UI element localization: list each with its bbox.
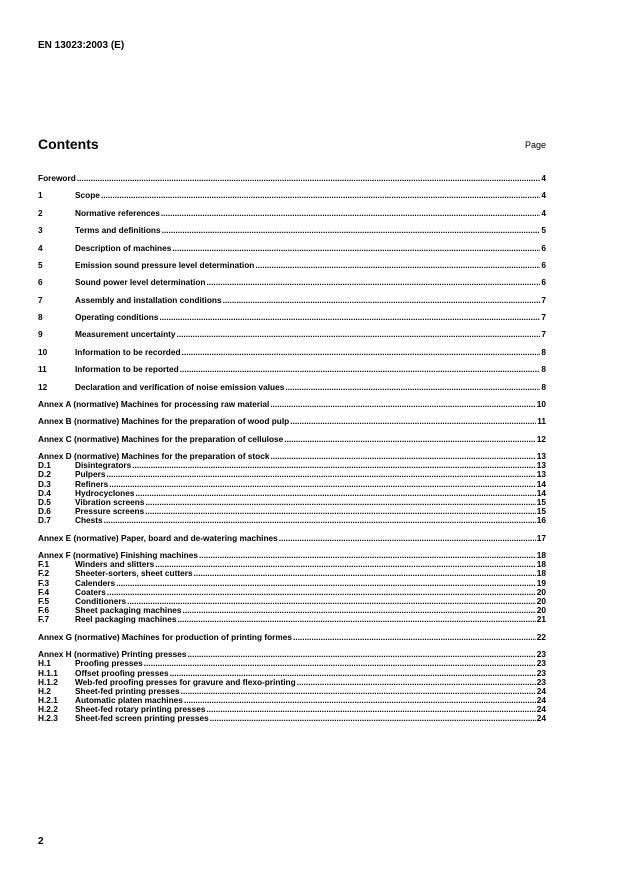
toc-entry-title: Disintegrators — [75, 460, 132, 471]
dot-leader — [155, 560, 536, 569]
toc-entry-title: Emission sound pressure level determination — [75, 259, 255, 270]
toc-entry-number: D.5 — [38, 496, 51, 507]
toc-entry-title: Information to be reported — [75, 364, 179, 375]
toc-entry-page: 20 — [536, 605, 546, 616]
toc-entry-page: 20 — [536, 596, 546, 606]
toc-entry-page: 18 — [536, 568, 546, 579]
toc-entry-number: F.5 — [38, 596, 50, 606]
dot-leader — [210, 714, 536, 723]
toc-entry-page: 13 — [536, 469, 546, 480]
toc-entry-title: Annex D (normative) Machines for the preparation of stock — [38, 451, 270, 461]
toc-entry-number: H.1.2 — [38, 676, 58, 687]
dot-leader — [106, 470, 535, 479]
toc-entry-page: 14 — [536, 478, 546, 489]
toc-entry-page: 16 — [536, 515, 546, 526]
toc-entry-title: Sheet-fed screen printing presses — [75, 713, 209, 724]
toc-entry-title: Annex C (normative) Machines for the preparation of cellulose — [38, 433, 284, 444]
toc-entry-number: F.1 — [38, 559, 50, 570]
toc-entry-title: Sound power level determination — [75, 277, 206, 288]
toc-entry-page: 23 — [536, 676, 546, 687]
dot-leader — [293, 633, 536, 642]
dot-leader — [206, 278, 540, 287]
toc-entry-title: Hydrocyclones — [75, 487, 135, 498]
dot-leader — [223, 296, 541, 305]
dot-leader — [127, 597, 536, 606]
dot-leader — [145, 507, 536, 516]
toc-entry-number: H.1.1 — [38, 667, 58, 678]
toc-entry-number: D.4 — [38, 487, 51, 498]
dot-leader — [104, 516, 536, 525]
toc-entry-page: 4 — [541, 173, 546, 183]
toc-entry-number: F.2 — [38, 568, 50, 579]
toc-entry-page: 17 — [536, 532, 546, 543]
dot-leader — [285, 383, 540, 392]
toc-entry-page: 15 — [536, 506, 546, 517]
toc-entry-title: Automatic platen machines — [75, 695, 183, 706]
toc-entry[interactable] — [38, 209, 546, 218]
toc-entry-page: 7 — [541, 312, 546, 322]
dot-leader — [172, 244, 540, 253]
toc-entry-title: Annex A (normative) Machines for processing raw material — [38, 398, 270, 409]
toc-entry[interactable] — [38, 261, 546, 270]
toc-entry[interactable] — [38, 278, 546, 287]
toc-entry[interactable] — [38, 579, 546, 588]
dot-leader — [132, 461, 536, 470]
toc-entry-number: 4 — [38, 242, 43, 253]
toc-entry[interactable] — [38, 191, 546, 200]
dot-leader — [180, 365, 541, 374]
toc-entry[interactable] — [38, 516, 546, 525]
toc-entry-page: 13 — [536, 460, 546, 471]
toc-entry[interactable] — [38, 615, 546, 624]
toc-entry[interactable] — [38, 400, 546, 409]
toc-entry-title: Foreword — [38, 173, 76, 183]
toc-entry-page: 4 — [541, 190, 546, 201]
document-id: EN 13023:2003 (E) — [38, 40, 125, 51]
table-of-contents — [38, 174, 546, 724]
dot-leader — [206, 705, 535, 714]
dot-leader — [107, 588, 536, 597]
toc-entry-number: 9 — [38, 329, 43, 340]
toc-entry-title: Chests — [75, 515, 103, 526]
toc-entry[interactable] — [38, 633, 546, 642]
toc-entry-title: Description of machines — [75, 242, 172, 253]
dot-leader — [187, 650, 535, 659]
toc-entry-page: 23 — [536, 667, 546, 678]
toc-entry-page: 24 — [536, 685, 546, 696]
toc-entry-title: Calenders — [75, 577, 116, 588]
dot-leader — [181, 687, 536, 696]
toc-entry-number: D.7 — [38, 515, 51, 526]
toc-entry-number: 3 — [38, 225, 43, 236]
dot-leader — [101, 191, 540, 200]
toc-entry-page: 24 — [536, 713, 546, 724]
toc-entry-number: F.4 — [38, 586, 50, 597]
toc-entry[interactable] — [38, 714, 546, 723]
toc-entry-number: 10 — [38, 346, 48, 357]
toc-entry-page: 23 — [536, 658, 546, 669]
toc-entry[interactable] — [38, 365, 546, 374]
toc-entry-page: 22 — [536, 631, 546, 642]
dot-leader — [297, 678, 536, 687]
toc-entry-number: H.2 — [38, 685, 51, 696]
toc-entry-number: 1 — [38, 190, 43, 201]
toc-entry-page: 10 — [536, 398, 546, 409]
toc-entry-page: 5 — [541, 225, 546, 236]
toc-entry-title: Pulpers — [75, 469, 106, 480]
toc-entry-number: 2 — [38, 207, 43, 218]
toc-entry-title: Operating conditions — [75, 312, 159, 322]
toc-entry-title: Sheeter-sorters, sheet cutters — [75, 568, 193, 579]
toc-entry-number: D.6 — [38, 506, 51, 517]
dot-leader — [182, 348, 541, 357]
toc-entry-page: 20 — [536, 586, 546, 597]
toc-entry-title: Conditioners — [75, 596, 127, 606]
toc-entry-number: F.6 — [38, 605, 50, 616]
toc-entry[interactable] — [38, 534, 546, 543]
toc-entry-page: 8 — [541, 364, 546, 375]
toc-entry-number: H.2.2 — [38, 704, 58, 715]
toc-entry-page: 8 — [541, 346, 546, 357]
toc-entry-title: Offset proofing presses — [75, 667, 169, 678]
toc-entry-number: 8 — [38, 312, 43, 322]
toc-entry[interactable] — [38, 330, 546, 339]
toc-entry-title: Pressure screens — [75, 506, 145, 517]
toc-entry-title: Declaration and verification of noise emission values — [75, 381, 285, 392]
toc-entry-number: 7 — [38, 294, 43, 305]
toc-entry-title: Proofing presses — [75, 658, 143, 669]
toc-entry-page: 18 — [536, 559, 546, 570]
dot-leader — [270, 400, 535, 409]
toc-entry-page: 24 — [536, 704, 546, 715]
toc-entry-page: 8 — [541, 381, 546, 392]
toc-entry-page: 4 — [541, 207, 546, 218]
toc-entry-title: Sheet-fed printing presses — [75, 685, 180, 696]
dot-leader — [284, 435, 536, 444]
dot-leader — [135, 489, 535, 498]
toc-entry-title: Scope — [75, 190, 100, 201]
toc-entry-number: 6 — [38, 277, 43, 288]
toc-entry-page: 6 — [541, 277, 546, 288]
toc-entry-page: 11 — [537, 416, 546, 427]
toc-entry-page: 13 — [536, 451, 546, 461]
toc-entry-title: Normative references — [75, 207, 160, 218]
dot-leader — [290, 417, 536, 426]
dot-leader — [159, 313, 540, 322]
toc-entry-page: 23 — [536, 649, 546, 660]
toc-entry-page: 7 — [541, 294, 546, 305]
dot-leader — [279, 534, 536, 543]
dot-leader — [177, 330, 541, 339]
toc-entry-page: 7 — [541, 329, 546, 340]
dot-leader — [161, 209, 541, 218]
toc-entry[interactable] — [38, 174, 546, 183]
toc-entry-title: Sheet packaging machines — [75, 605, 182, 616]
toc-entry-title: Sheet-fed rotary printing presses — [75, 704, 206, 715]
dot-leader — [255, 261, 540, 270]
dot-leader — [270, 452, 535, 461]
toc-entry-page: 21 — [536, 614, 546, 625]
toc-entry-title: Annex F (normative) Finishing machines — [38, 550, 198, 561]
toc-entry-title: Assembly and installation conditions — [75, 294, 222, 305]
toc-entry-number: D.2 — [38, 469, 51, 480]
toc-entry-number: H.2.1 — [38, 695, 58, 706]
toc-entry-page: 15 — [536, 496, 546, 507]
toc-entry-title: Winders and slitters — [75, 559, 155, 570]
toc-entry[interactable] — [38, 435, 546, 444]
toc-entry[interactable] — [38, 244, 546, 253]
dot-leader — [145, 498, 535, 507]
dot-leader — [177, 615, 535, 624]
dot-leader — [116, 579, 536, 588]
dot-leader — [77, 174, 541, 183]
toc-entry[interactable] — [38, 296, 546, 305]
toc-entry-title: Annex G (normative) Machines for production of printing formes — [38, 631, 292, 642]
toc-entry-title: Annex B (normative) Machines for the preparation of wood pulp — [38, 416, 290, 427]
contents-heading: Contents — [38, 136, 99, 152]
toc-entry-number: F.3 — [38, 577, 50, 588]
toc-entry-title: Terms and definitions — [75, 225, 161, 236]
dot-leader — [162, 226, 541, 235]
toc-entry-title: Annex H (normative) Printing presses — [38, 649, 187, 660]
toc-entry-title: Coaters — [75, 586, 106, 597]
toc-entry-page: 14 — [536, 487, 546, 498]
toc-entry-title: Measurement uncertainty — [75, 329, 176, 340]
toc-entry-number: 11 — [38, 364, 47, 375]
toc-entry-title: Refiners — [75, 478, 109, 489]
toc-entry-number: 12 — [38, 381, 48, 392]
toc-entry-title: Reel packaging machines — [75, 614, 177, 625]
toc-entry-title: Vibration screens — [75, 496, 145, 507]
toc-entry[interactable] — [38, 313, 546, 322]
toc-entry-number: D.1 — [38, 460, 51, 471]
dot-leader — [199, 551, 536, 560]
toc-entry-page: 12 — [536, 433, 546, 444]
toc-entry-number: 5 — [38, 259, 43, 270]
toc-entry[interactable] — [38, 507, 546, 516]
toc-entry-number: F.7 — [38, 614, 50, 625]
toc-entry[interactable] — [38, 383, 546, 392]
dot-leader — [144, 659, 536, 668]
toc-entry[interactable] — [38, 417, 546, 426]
toc-entry-page: 6 — [541, 242, 546, 253]
toc-entry[interactable] — [38, 461, 546, 470]
page-column-label: Page — [524, 140, 546, 150]
toc-entry-page: 24 — [536, 695, 546, 706]
toc-entry-page: 19 — [536, 577, 546, 588]
toc-entry-page: 6 — [541, 259, 546, 270]
dot-leader — [184, 696, 536, 705]
page-number: 2 — [38, 836, 44, 847]
toc-entry-page: 18 — [536, 550, 546, 561]
dot-leader — [194, 569, 536, 578]
toc-entry[interactable] — [38, 470, 546, 479]
toc-entry-number: H.2.3 — [38, 713, 58, 724]
toc-entry[interactable] — [38, 348, 546, 357]
dot-leader — [109, 480, 536, 489]
toc-entry-title: Information to be recorded — [75, 346, 181, 357]
toc-entry-title: Annex E (normative) Paper, board and de-watering machines — [38, 532, 278, 543]
toc-entry-title: Web-fed proofing presses for gravure and flexo-printing — [75, 676, 296, 687]
toc-entry-number: H.1 — [38, 658, 51, 669]
toc-entry-number: D.3 — [38, 478, 51, 489]
toc-entry[interactable] — [38, 226, 546, 235]
dot-leader — [183, 606, 536, 615]
